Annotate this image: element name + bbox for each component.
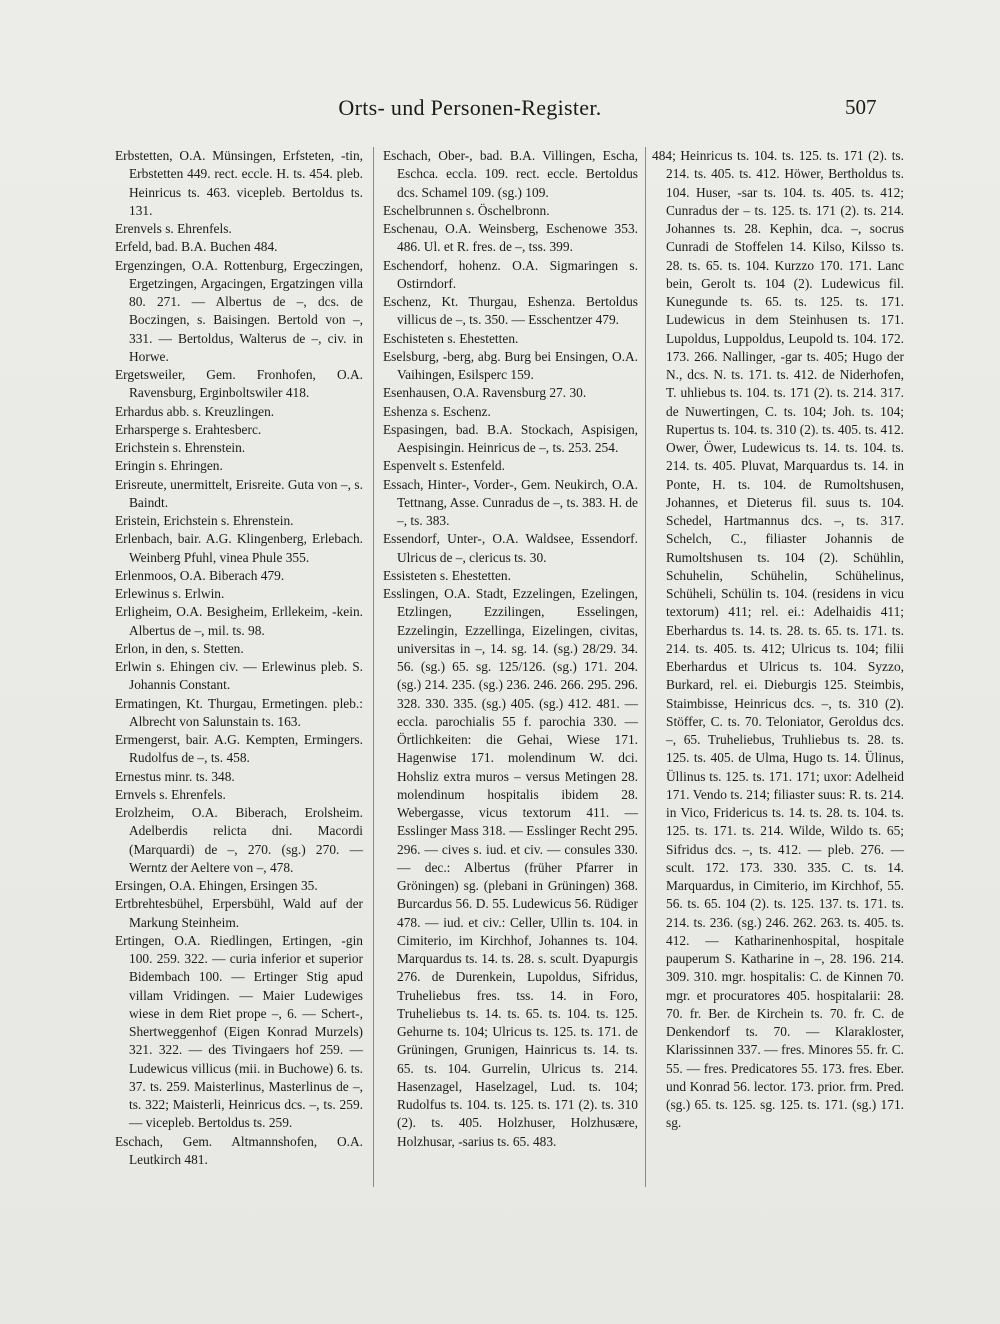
register-entry: Ermatingen, Kt. Thurgau, Ermetingen. pleb.: Albrecht von Salunstain ts. 163. — [115, 695, 363, 729]
register-entry: Eristein, Erichstein s. Ehrenstein. — [115, 513, 294, 528]
register-entry: Erlenmoos, O.A. Biberach 479. — [115, 567, 285, 583]
register-entry: Erharsperge s. Erahtesberc. — [115, 421, 262, 437]
register-entry: Erisreute, unermittelt, Erisreite. Guta von –, s. Baindt. — [115, 476, 363, 510]
register-entry: Erlenbach, bair. A.G. Klingenberg, Erlebach. Weinberg Pfuhl, vinea Phule 355. — [115, 531, 363, 565]
register-entry: Eschach, Gem. Altmannshofen, O.A. Leutkirch 481. — [115, 1133, 363, 1167]
register-entry: Esslingen, O.A. Stadt, Ezzelingen, Ezelingen, Etzlingen, Ezzilingen, Esselingen, Ezzelingin, Ezzellinga, Eizelingen, civitas, universitas in –, 14. sg. 14. (sg.) 28/29. 34. 56. (sg.) 65. sg. 125/126. (sg.) 171. 204. (sg.) 214. 235. (sg.) 236. 246. 266. 295. 296. 328. 330. 335. (sg.) 405. (sg.) 412. 481. — eccla. parochialis 55 f. parochia 330. — Örtlichkeiten: die Gehai, Wiese 171. Hagenwise 171. molendinum W. dci. Hohsliz extra muros – versus Metingen 28. molendinum hospitalis ibidem 28. Webergasse, vicus textorum 411. — Esslinger Mass 318. — Esslinger Recht 295. 296. — cives s. iud. et civ. — consules 330. — dec.: Albertus (früher Pfarrer in Gröningen) sg. (plebani in Grüningen) 368. Burcardus 56. D. 55. Ludewicus 56. Rüdiger 478. — iud. et civ.: Celler, Ullin ts. 104. in Cimiterio, im Kirchhof, Johannes ts. 104. Marquardus ts. 14. ts. 28. s. scult. Dyapurgis 276. de Durenkein, Lupoldus, Sifridus, Truheliebus fres. tss. 14. in Foro, Truheliebus ts. 14. ts. 65. ts. 104. ts. 125. Gehurne ts. 104; Ulricus ts. 125. ts. 171. de Grüningen, Grunigen, Hainricus ts. 14. ts. 65. ts. 104. Gurrelin, Ulricus ts. 214. Hasenzagel, Haselzagel, Lud. ts. 104; Rudolfus ts. 104. ts. 125. ts. 171 (2). ts. 310 (2). ts. 405. Holzhuser, Holzhusære, Holzhusar, -sarius ts. 65. 483. — [383, 586, 638, 1149]
register-entry: Eselsburg, -berg, abg. Burg bei Ensingen, O.A. Vaihingen, Esilsperc 159. — [383, 348, 638, 382]
register-entry: Eshenza s. Eschenz. — [383, 403, 491, 419]
register-entry: Erlwin s. Ehingen civ. — Erlewinus pleb. S. Johannis Constant. — [115, 659, 363, 693]
register-entry: Eringin s. Ehringen. — [115, 458, 223, 474]
register-entry: Ermengerst, bair. A.G. Kempten, Ermingers. Rudolfus de –, ts. 458. — [115, 732, 363, 766]
register-entry: Ertbrehtesbühel, Erpersbühl, Wald auf der Markung Steinheim. — [115, 896, 363, 930]
page-number: 507 — [845, 95, 877, 119]
column-divider — [373, 147, 374, 1187]
register-entry: 484; Heinricus ts. 104. ts. 125. ts. 171 (2). ts. 214. ts. 405. ts. 412. Höwer, Bertholdus ts. 104. Huser, -sar ts. 104. ts. 405. ts. 412; Cunradus der – ts. 125. ts. 171 (2). ts. 214. Johannes ts. 28. Kephin, dca. –, socrus Cunradi de Stoffelen 14. Kilso, Kilsso ts. 28. ts. 65. ts. 104. Kurzzo 170. 171. Lanc bein, Gerolt ts. 104 (2). Ludewicus fil. Kunegunde ts. 65. ts. 125. ts. 171. Ludewicus in dem Steinhusen ts. 171. Lupoldus, Luppoldus, Leupold ts. 104. 172. 173. 266. Nallinger, -gar ts. 405; Hugo der N., dcs. N. ts. 171. ts. 412. de Niderhofen, T. uhliebus ts. 104. ts. 171 (2). ts. 214. 317. de Nuwertingen, C. ts. 104; Joh. ts. 104; Rupertus ts. 104. ts. 310 (2). ts. 405. ts. 412. Ower, Öwer, Ludewicus ts. 14. ts. 104. ts. 214. ts. 405. Pluvat, Marquardus ts. 14. in Ponte, H. ts. 104. de Rumoltshusen, Johannes, et Dieterus fil. suus ts. 104. Schedel, Hartmannus dcs. –, ts. 317. Schelch, C., filiaster Johannis de Rumoltshusen ts. 104 (2). Schühlin, Schuhelin, Schühelin, Schühelinus, Schüheli, Schülin ts. 104. (residens in vicu textorum) 411; rel. ei.: Adelhaidis 411; Eberhardus ts. 14. ts. 28. ts. 65. ts. 171. ts. 214. ts. 405. ts. 412; Ulricus ts. 104; filii Eberhardus et Ulricus ts. 104. Syzzo, Burkard, rel. ei. Dieburgis 125. Steimbis, Staimbisse, Heinricus dcs. –, ts. 310 (2). Stöffer, C. ts. 70. Teloniator, Geroldus dcs. –, 65. Truheliebus, Truhliebus ts. 28. ts. 125. ts. 405. de Ulma, Hugo ts. 14. Ülinus, Üllinus ts. 125. ts. 171. 171; uxor: Adelheid 171. Vendo ts. 214; filiaster suus: R. ts. 214. in Vico, Fridericus ts. 14. ts. 28. ts. 104. ts. 125. ts. 171. ts. 214. Wilde, Wildo ts. 65; Sifridus dcs. –, ts. 412. — pleb. 276. — scult. 172. 173. 330. 335. C. ts. 14. Marquardus, in Cimiterio, im Kirchhof, 55. 56. ts. 65. 104 (2). ts. 125. 137. ts. 171. ts. 214. ts. 236. (sg.) 246. 262. 263. ts. 405. ts. 412. — Katharinenhospital, hospitale pauperum S. Katharine in –, 28. 196. 214. 309. 310. mgr. hospitalis: C. de Kinnen 70. mgr. et procuratores 405. hospitalarii: 28. 70. fr. Ber. de Kirchein ts. 70. fr. C. de Denkendorf ts. 70. — Klarakloster, Klarissinnen 337. — fres. Minores 55. fr. C. 55. — fres. Predicatores 55. 173. fres. Eber. und Konrad 56. lector. 173. prior. frm. Pred. (sg.) 65. ts. 125. sg. 125. ts. 171. (sg.) 171. sg. — [652, 148, 904, 1131]
register-entry: Esenhausen, O.A. Ravensburg 27. 30. — [383, 385, 587, 401]
register-entry: Ernestus minr. ts. 348. — [115, 768, 235, 784]
register-entry: Essach, Hinter-, Vorder-, Gem. Neukirch, O.A. Tettnang, Asse. Cunradus de –, ts. 383. H. de –, ts. 383. — [383, 476, 638, 528]
page-header — [0, 95, 1000, 129]
register-entry: Erlewinus s. Erlwin. — [115, 586, 225, 601]
register-entry: Erbstetten, O.A. Münsingen, Erfsteten, -tin, Erbstetten 449. rect. eccle. H. ts. 454. pleb. Heinricus ts. 463. vicepleb. Bertoldus ts. 131. — [115, 148, 363, 218]
column-divider — [645, 147, 646, 1187]
register-entry: Erfeld, bad. B.A. Buchen 484. — [115, 239, 278, 255]
register-entry: Ertingen, O.A. Riedlingen, Ertingen, -gin 100. 259. 322. — curia inferior et superior Bidembach 100. — Ertinger Stig apud villam Vridingen. — Maier Ludewiges wiese in dem Riet prope –, 6. — Schert-, Shertweggenhof (Eigen Konrad Murzels) 321. 322. — des Tivingaers hof 259. — Ludewicus villicus (mii. in Buchowe) 6. ts. 37. ts. 259. Maisterlinus, Masterlinus de –, ts. 322; Maisterli, Heinricus dcs. –, ts. 259. — vicepleb. Bertoldus ts. 259. — [115, 932, 363, 1131]
register-entry: Eschach, Ober-, bad. B.A. Villingen, Escha, Eschca. eccla. 109. rect. eccle. Bertoldus dcs. Schamel 109. (sg.) 109. — [383, 148, 638, 200]
register-entry: Erlon, in den, s. Stetten. — [115, 640, 244, 656]
register-entry: Erligheim, O.A. Besigheim, Erllekeim, -kein. Albertus de –, mil. ts. 98. — [115, 604, 363, 638]
register-entry: Eschelbrunnen s. Öschelbronn. — [383, 202, 550, 218]
register-entry: Eschenau, O.A. Weinsberg, Eschenowe 353. 486. Ul. et R. fres. de –, tss. 399. — [383, 221, 638, 255]
register-column-left — [115, 147, 363, 1169]
register-entry: Ergenzingen, O.A. Rottenburg, Ergeczingen, Ergetzingen, Argacingen, Ergatzingen villa 80. 271. — Albertus de –, dcs. de Boczingen, s. Baisingen. Bertold von –, 331. — Bertoldus, Walterus de –, civ. in Horwe. — [115, 257, 363, 364]
register-entry: Erenvels s. Ehrenfels. — [115, 221, 232, 236]
register-entry: Ergetsweiler, Gem. Fronhofen, O.A. Ravensburg, Erginboltswiler 418. — [115, 367, 363, 401]
register-entry: Eschisteten s. Ehestetten. — [383, 330, 519, 346]
register-entry: Erichstein s. Ehrenstein. — [115, 440, 246, 455]
register-entry: Essendorf, Unter-, O.A. Waldsee, Essendorf. Ulricus de –, clericus ts. 30. — [383, 531, 638, 565]
register-entry: Eschendorf, hohenz. O.A. Sigmaringen s. Ostirndorf. — [383, 257, 638, 291]
register-entry: Ernvels s. Ehrenfels. — [115, 786, 226, 802]
register-entry: Espasingen, bad. B.A. Stockach, Aspisigen, Aespisingin. Heinricus de –, ts. 253. 254. — [383, 421, 638, 455]
register-entry: Ersingen, O.A. Ehingen, Ersingen 35. — [115, 878, 318, 893]
page-title: Orts- und Personen-Register. — [338, 95, 602, 120]
register-entry: Eschenz, Kt. Thurgau, Eshenza. Bertoldus villicus de –, ts. 350. — Esschentzer 479. — [383, 294, 638, 328]
register-entry: Erhardus abb. s. Kreuzlingen. — [115, 403, 275, 419]
register-column-middle — [383, 147, 638, 1151]
register-entry: Essisteten s. Ehestetten. — [383, 567, 511, 583]
register-entry: Espenvelt s. Estenfeld. — [383, 458, 505, 474]
register-column-right — [652, 147, 904, 1133]
register-entry: Erolzheim, O.A. Biberach, Erolsheim. Adelberdis relicta dni. Macordi (Marquardi) de –, 270. (sg.) 270. — Werntz der Aeltere von –, 478. — [115, 805, 363, 875]
